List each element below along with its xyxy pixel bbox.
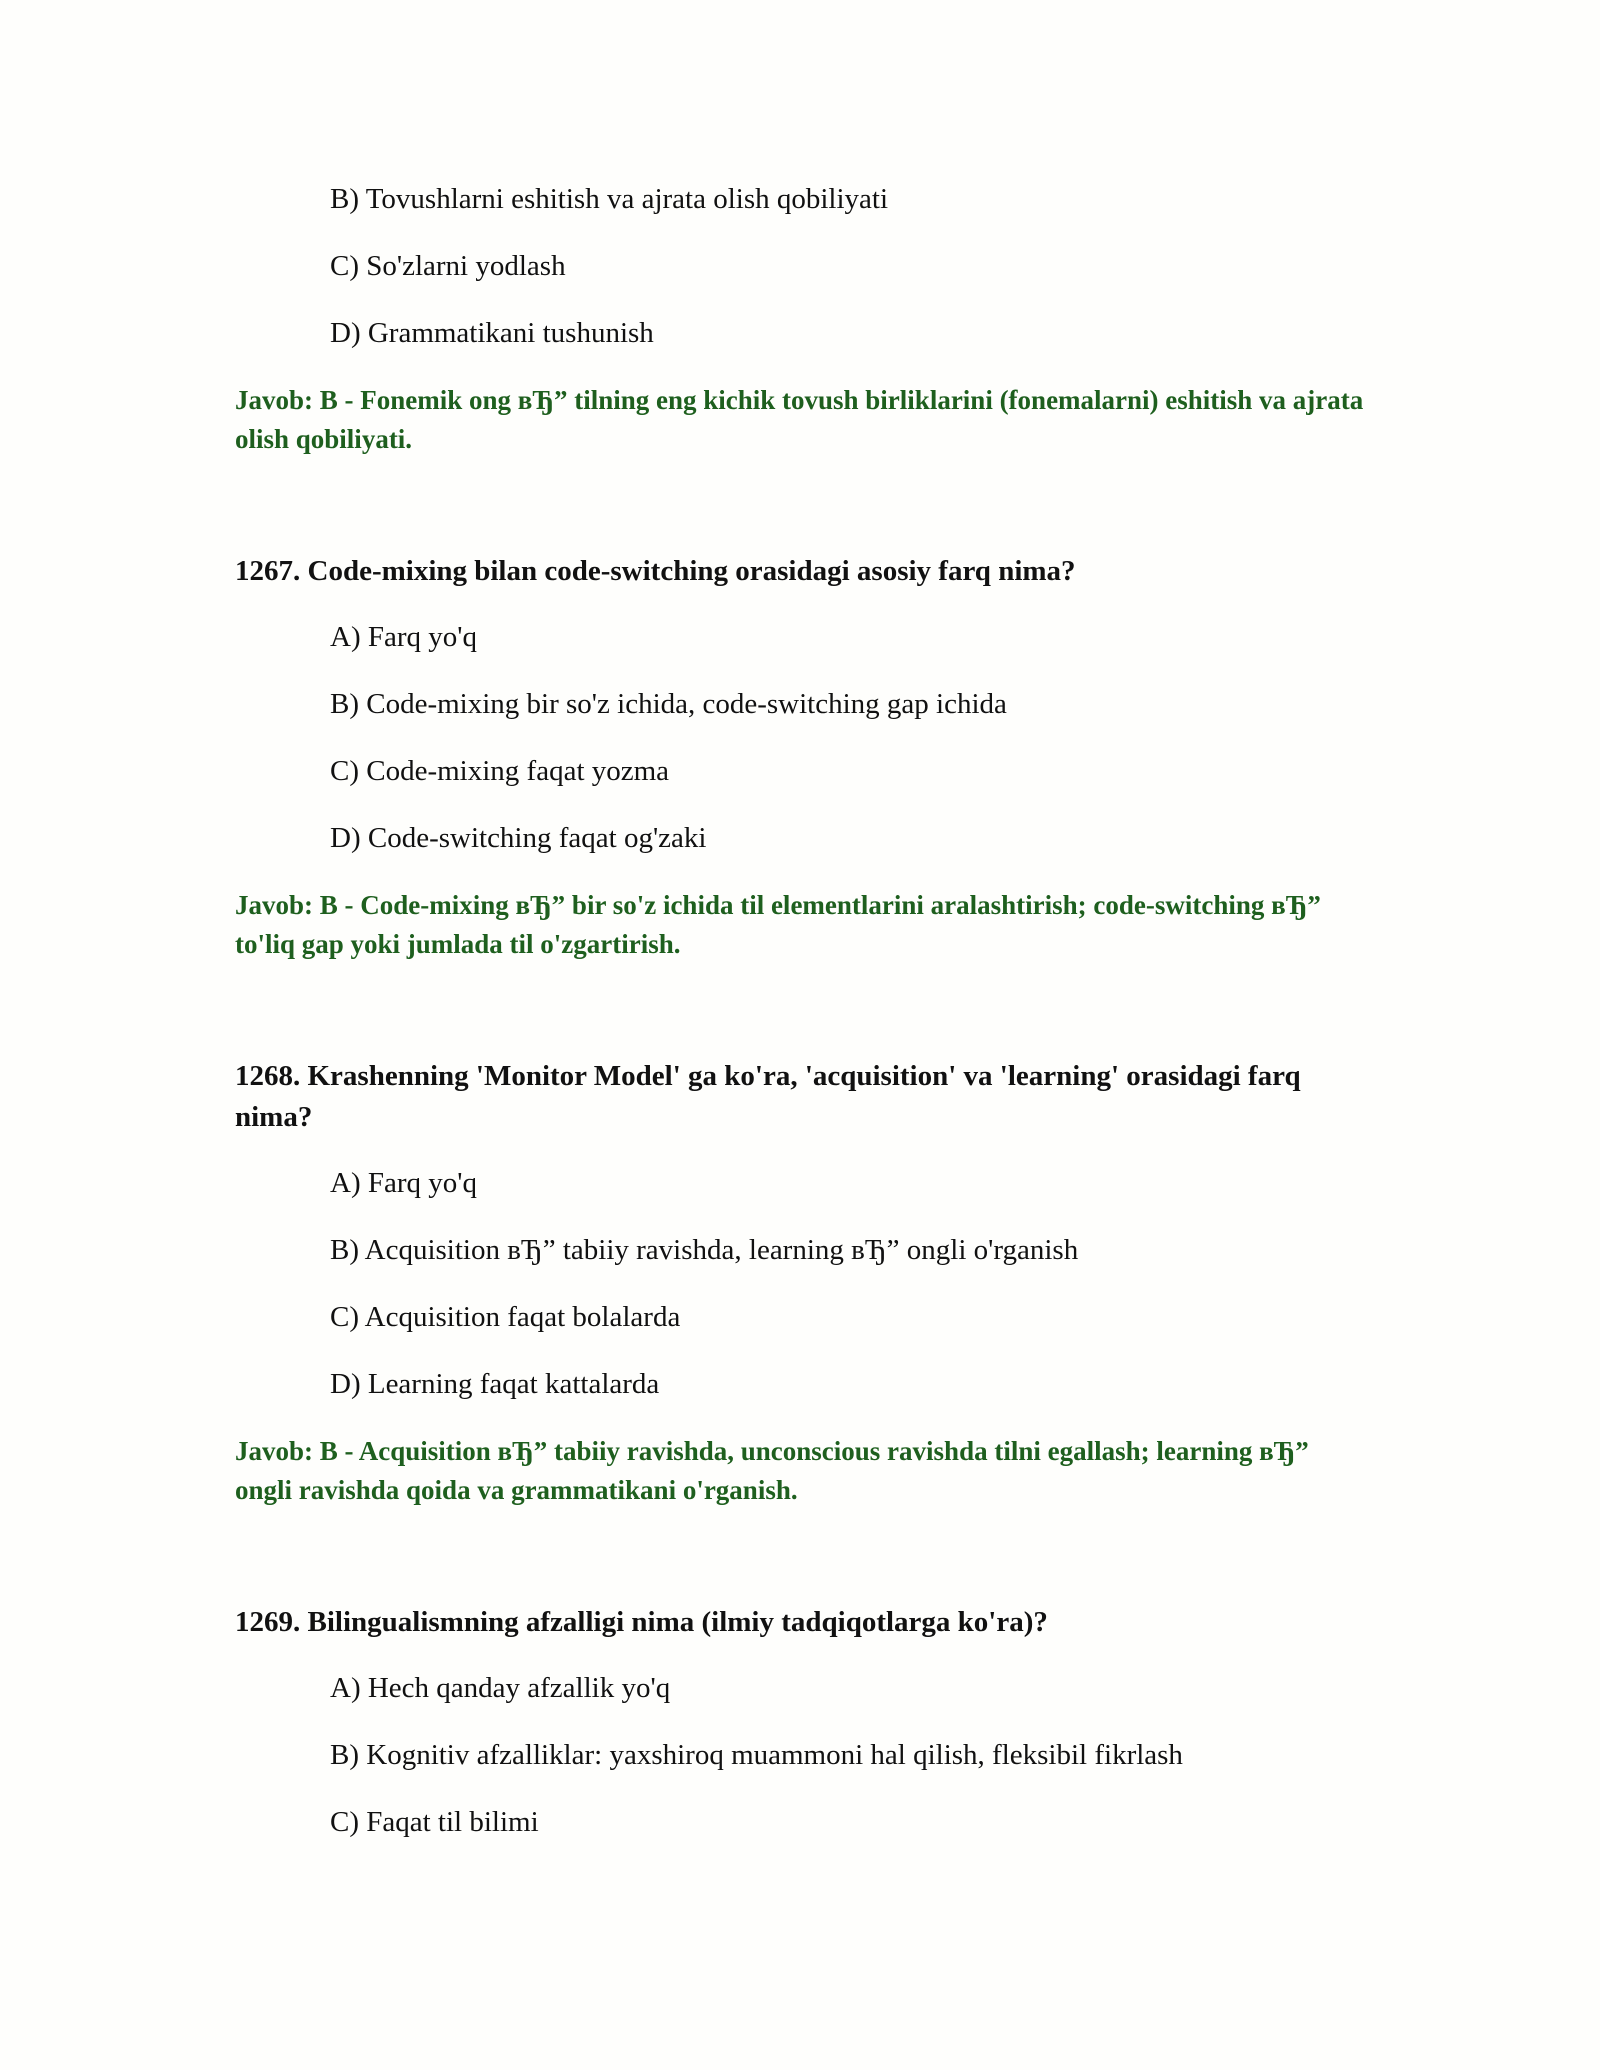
option-b: B) Tovushlarni eshitish va ajrata olish qobiliyati [330,183,889,215]
option-d: D) Code-switching faqat og'zaki [330,822,707,854]
option-a: A) Hech qanday afzallik yo'q [330,1672,671,1704]
answer-text: Javob: B - Acquisition вЂ” tabiiy ravishda, unconscious ravishda tilni egallash; learning вЂ” ongli ravishda qoida va grammatikani o'rganish. [235,1436,1309,1505]
question-text: 1268. Krashenning 'Monitor Model' ga ko'ra, 'acquisition' va 'learning' orasidagi farq nima? [235,1060,1301,1133]
answer-text: Javob: B - Fonemik ong вЂ” tilning eng kichik tovush birliklarini (fonemalarni) eshitish va ajrata olish qobiliyati. [235,385,1364,454]
document-page [235,180,1365,1870]
option-b: B) Acquisition вЂ” tabiiy ravishda, learning вЂ” ongli o'rganish [330,1234,1079,1266]
question-block-1268 [235,1056,1365,1510]
answer-text: Javob: B - Code-mixing вЂ” bir so'z ichida til elementlarini aralashtirish; code-switching вЂ” to'liq gap yoki jumlada til o'zgartirish. [235,890,1321,959]
option-b: B) Code-mixing bir so'z ichida, code-switching gap ichida [330,688,1007,720]
option-d: D) Learning faqat kattalarda [330,1368,660,1400]
option-a: A) Farq yo'q [330,621,477,653]
question-block-1269 [235,1602,1365,1841]
option-d: D) Grammatikani tushunish [330,317,654,349]
option-c: C) Code-mixing faqat yozma [330,755,670,787]
option-c: C) Acquisition faqat bolalarda [330,1301,681,1333]
question-block-1267 [235,551,1365,964]
option-c: C) So'zlarni yodlash [330,250,566,282]
option-c: C) Faqat til bilimi [330,1806,539,1838]
question-text: 1269. Bilingualismning afzalligi nima (ilmiy tadqiqotlarga ko'ra)? [235,1606,1048,1638]
question-block-1266 [235,180,1365,459]
question-text: 1267. Code-mixing bilan code-switching orasidagi asosiy farq nima? [235,555,1076,587]
option-b: B) Kognitiv afzalliklar: yaxshiroq muammoni hal qilish, fleksibil fikrlash [330,1739,1183,1771]
option-a: A) Farq yo'q [330,1167,477,1199]
